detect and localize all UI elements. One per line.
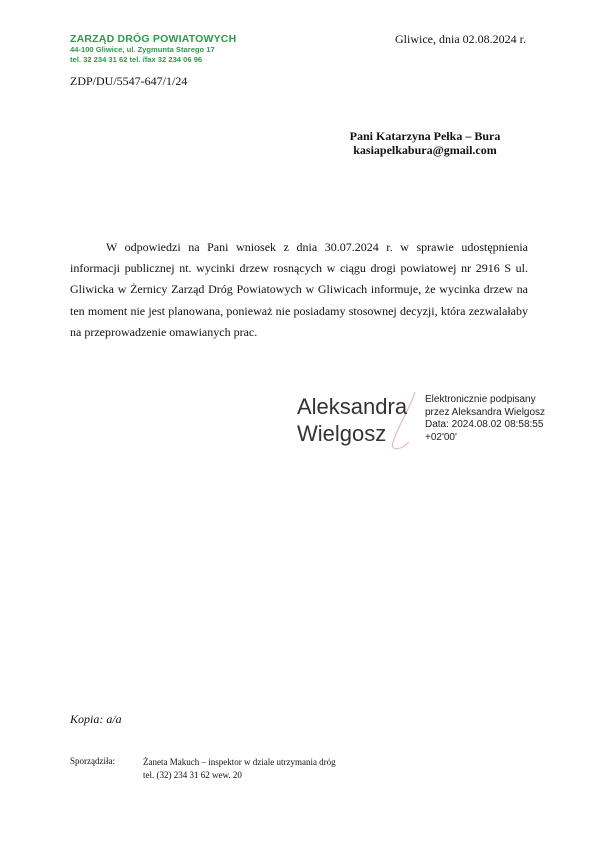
- recipient-name: Pani Katarzyna Pełka – Bura: [349, 129, 501, 143]
- signature-line-1: Elektronicznie podpisany: [425, 394, 536, 405]
- org-phones: tel. 32 234 31 62 tel. /fax 32 234 06 96: [70, 55, 203, 64]
- signature-date: Data: 2024.08.02 08:58:55: [425, 419, 544, 430]
- org-address: 44-100 Gliwice, ul. Zygmunta Starego 17: [70, 45, 215, 54]
- org-name: ZARZĄD DRÓG POWIATOWYCH: [70, 33, 237, 45]
- place-date: Gliwice, dnia 02.08.2024 r.: [395, 32, 526, 46]
- signature-timezone: +02'00': [425, 431, 457, 443]
- signature-line-2: przez Aleksandra Wielgosz: [425, 406, 546, 418]
- prepared-phone: tel. (32) 234 31 62 wew. 20: [143, 769, 242, 780]
- recipient-block: [320, 129, 530, 157]
- signature-first-name: Aleksandra: [297, 394, 408, 419]
- signature-last-name: Wielgosz: [297, 421, 387, 446]
- signature-details: [425, 394, 545, 444]
- reference-number: ZDP/DU/5547-647/1/24: [70, 74, 188, 88]
- recipient-email: kasiapelkabura@gmail.com: [353, 143, 497, 157]
- prepared-by-block: [143, 756, 336, 781]
- prepared-by: Żaneta Makuch – inspektor w dziale utrzymania dróg: [143, 757, 336, 767]
- letter-body: W odpowiedzi na Pani wniosek z dnia 30.07.2024 r. w sprawie udostępnienia informacji publicznej nt. wycinki drzew rosnących w ciągu drogi powiatowej nr 2916 S ul. Gliwicka w Żernicy Zarząd Dróg Powiatowych w Gliwicach informuje, że wycinka drzew na ten moment nie jest planowana, ponieważ nie posiadamy stosownej decyzji, która zezwalałaby na przeprowadzenie omawianych prac.: [70, 240, 528, 339]
- copy-note: Kopia: a/a: [70, 712, 122, 726]
- signature-name: [297, 393, 407, 447]
- prepared-label: Sporządziła:: [70, 756, 115, 766]
